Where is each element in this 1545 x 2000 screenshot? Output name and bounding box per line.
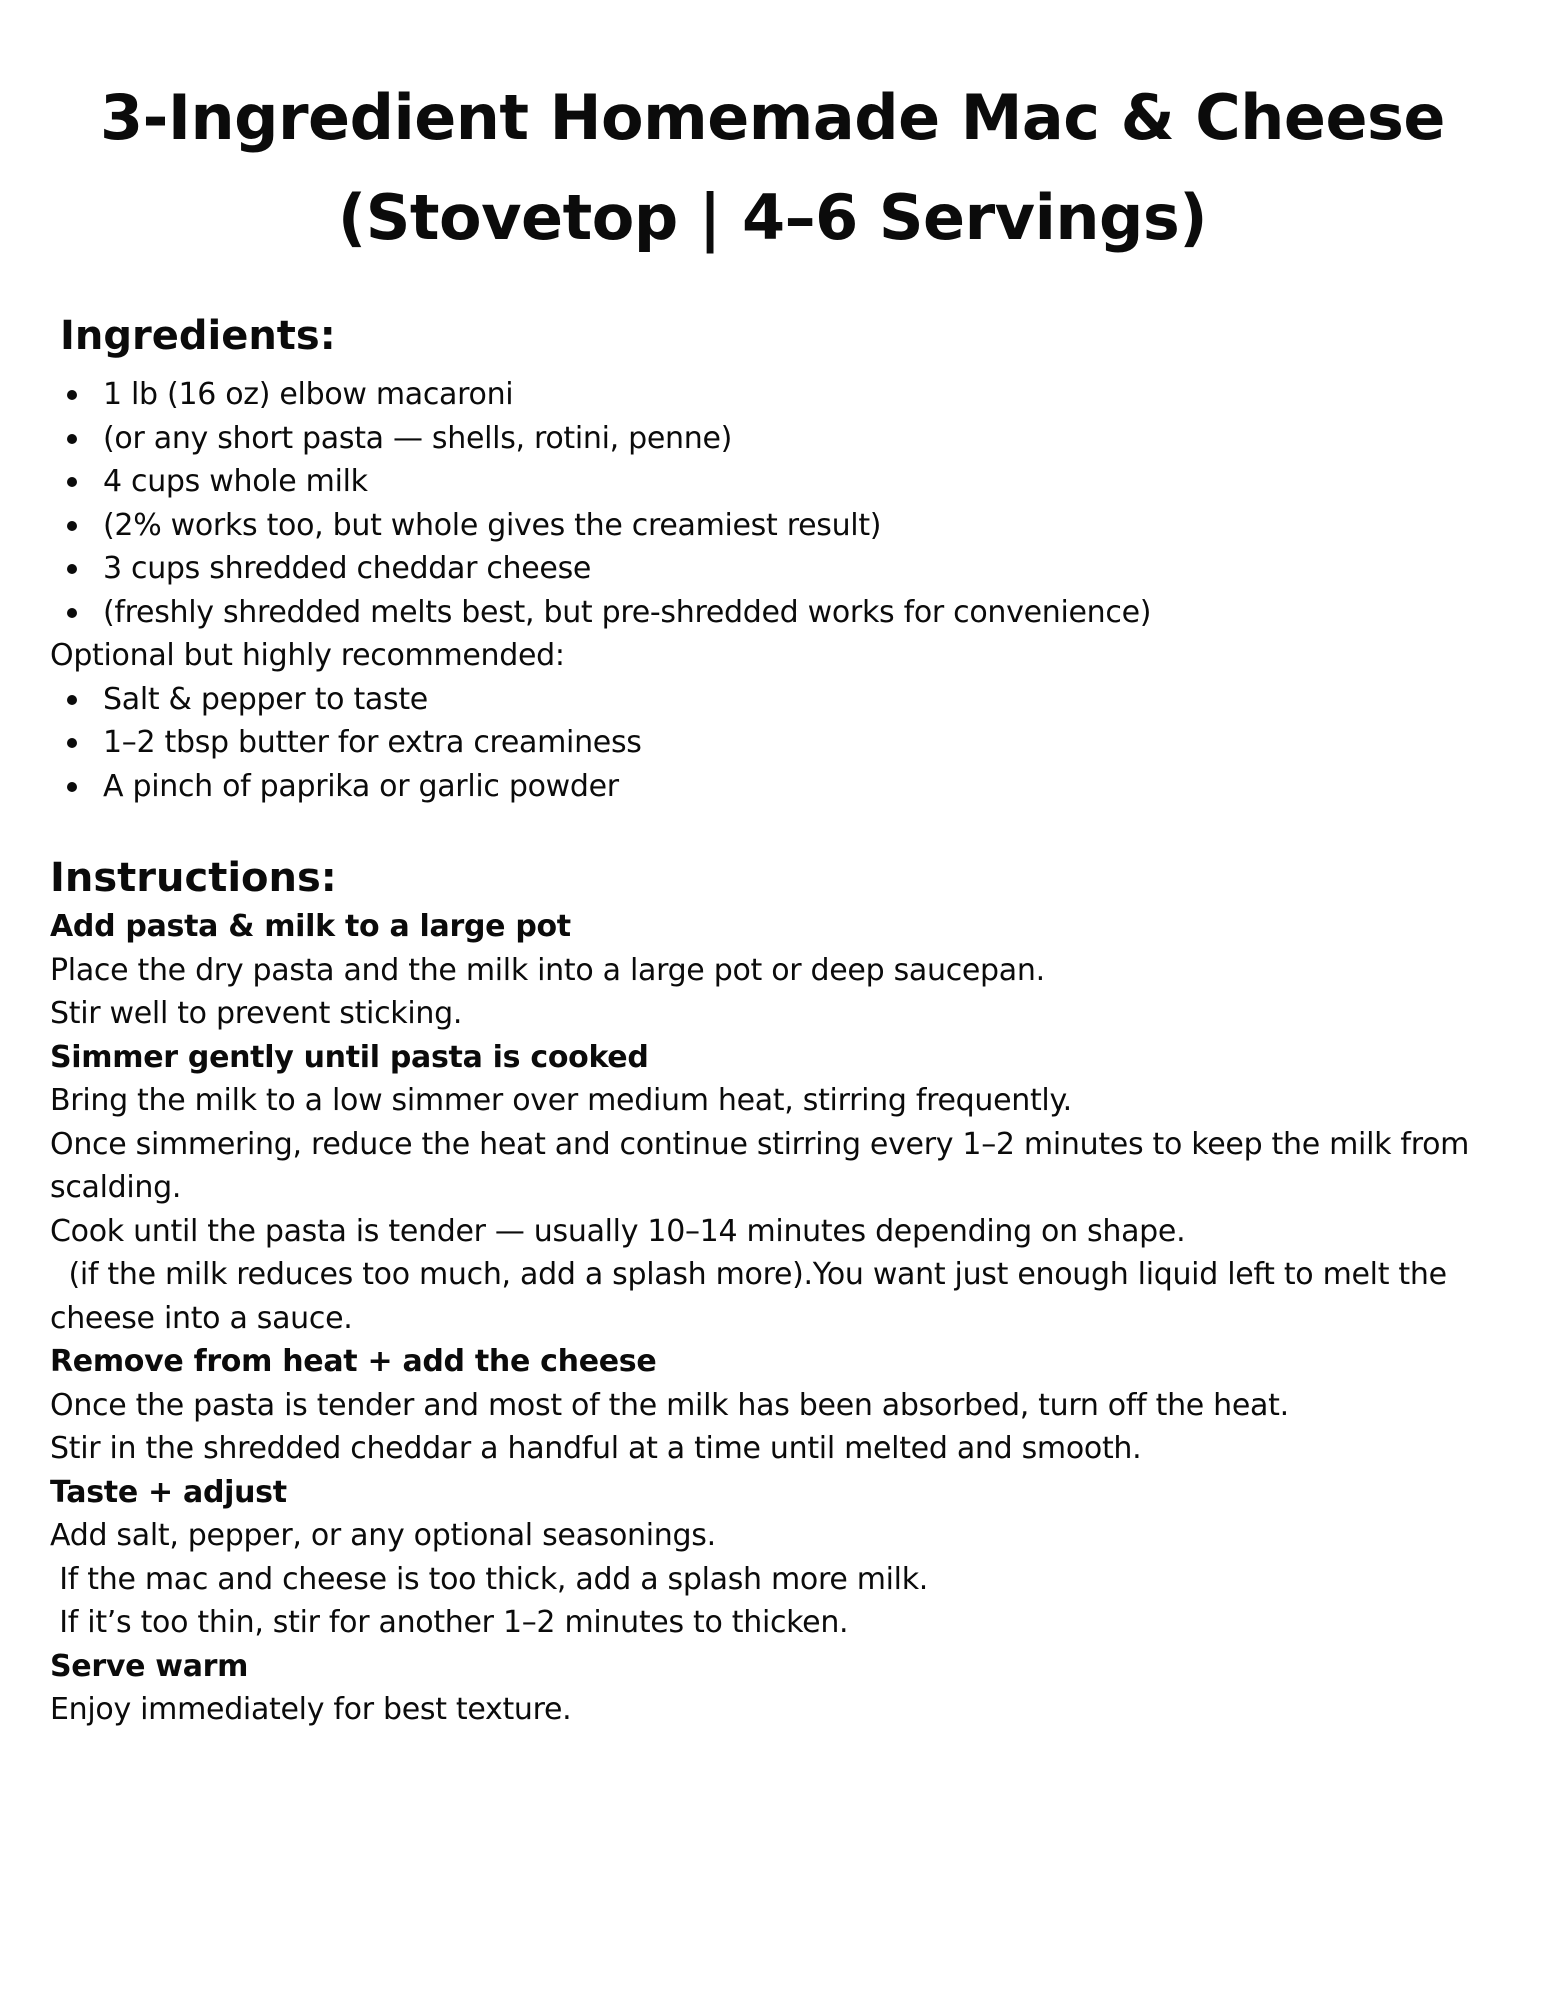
step-text: Stir in the shredded cheddar a handful at a time until melted and smooth. (50, 1431, 1142, 1466)
step-text: Stir well to prevent sticking. (50, 996, 463, 1031)
step-title: Simmer gently until pasta is cooked (50, 1039, 649, 1075)
bullet-icon (67, 608, 77, 618)
ingredient-item (50, 504, 1490, 548)
bullet-icon (67, 564, 77, 574)
bullet-icon (67, 738, 77, 748)
bullet-icon (67, 521, 77, 531)
instructions-section (50, 905, 1500, 1732)
step-text: (if the milk reduces too much, add a splash more).You want just enough liquid left to melt the cheese into a sauce. (50, 1257, 1456, 1336)
step-text: Bring the milk to a low simmer over medium heat, stirring frequently. (50, 1083, 1072, 1118)
ingredients-heading: Ingredients: (60, 313, 336, 359)
optional-ingredients-list (50, 678, 1490, 809)
bullet-icon (67, 477, 77, 487)
instruction-step (50, 1471, 1500, 1645)
step-text: If the mac and cheese is too thick, add a splash more milk. (50, 1561, 929, 1597)
step-title: Add pasta & milk to a large pot (50, 909, 571, 944)
step-title: Serve warm (50, 1648, 249, 1684)
ingredient-text: (freshly shredded melts best, but pre-shredded works for convenience) (103, 594, 1152, 630)
step-text: Place the dry pasta and the milk into a large pot or deep saucepan. (50, 952, 1045, 988)
step-title: Taste + adjust (50, 1474, 287, 1510)
bullet-icon (67, 695, 77, 705)
recipe-title (60, 68, 1485, 268)
optional-text: A pinch of paprika or garlic powder (103, 768, 619, 804)
ingredient-text: 1 lb (16 oz) elbow macaroni (103, 377, 514, 412)
step-text: Once simmering, reduce the heat and continue stirring every 1–2 minutes to keep the milk from scalding. (50, 1126, 1479, 1205)
step-text: Cook until the pasta is tender — usually 10–14 minutes depending on shape. (50, 1213, 1186, 1249)
bullet-icon (67, 390, 77, 400)
step-text: If it’s too thin, stir for another 1–2 minutes to thicken. (50, 1605, 849, 1640)
optional-item (50, 765, 1490, 809)
ingredients-section (50, 373, 1490, 808)
bullet-icon (67, 434, 77, 444)
ingredient-text: 3 cups shredded cheddar cheese (103, 551, 592, 586)
ingredient-item (50, 547, 1490, 591)
instruction-step (50, 1340, 1500, 1471)
ingredient-item (50, 373, 1490, 417)
instructions-heading: Instructions: (50, 855, 337, 901)
optional-item (50, 721, 1490, 765)
step-text: Enjoy immediately for best texture. (50, 1692, 572, 1727)
ingredient-text: (2% works too, but whole gives the creamiest result) (103, 507, 882, 543)
instruction-step (50, 1645, 1500, 1732)
optional-text: Salt & pepper to taste (103, 681, 428, 717)
ingredient-item (50, 460, 1490, 504)
ingredient-item (50, 417, 1490, 461)
optional-label: Optional but highly recommended: (50, 638, 565, 673)
recipe-title-line-1: 3-Ingredient Homemade Mac & Cheese (100, 81, 1445, 154)
instruction-step (50, 1036, 1500, 1341)
ingredient-item (50, 591, 1490, 635)
step-text: Once the pasta is tender and most of the milk has been absorbed, turn off the heat. (50, 1387, 1289, 1423)
optional-text: 1–2 tbsp butter for extra creaminess (103, 725, 642, 760)
ingredient-text: 4 cups whole milk (103, 464, 368, 499)
ingredients-list (50, 373, 1490, 634)
step-title: Remove from heat + add the cheese (50, 1344, 657, 1379)
recipe-title-line-2: (Stovetop | 4–6 Servings) (337, 181, 1208, 254)
instruction-step (50, 905, 1500, 1036)
ingredient-text: (or any short pasta — shells, rotini, penne) (103, 420, 733, 456)
optional-item (50, 678, 1490, 722)
bullet-icon (67, 782, 77, 792)
step-text: Add salt, pepper, or any optional seasonings. (50, 1518, 716, 1553)
